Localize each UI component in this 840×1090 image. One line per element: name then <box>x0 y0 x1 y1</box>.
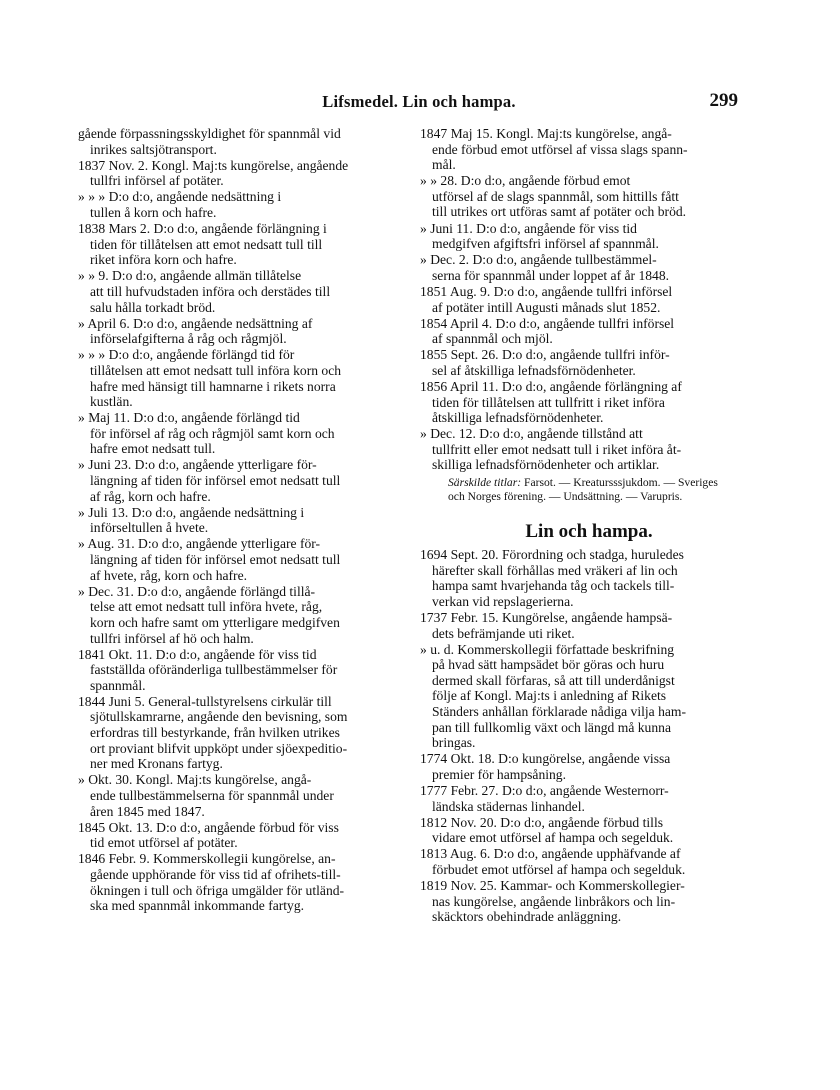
entry-line: 1847 Maj 15. Kongl. Maj:ts kungörelse, angå- <box>420 126 672 141</box>
entry <box>420 547 758 609</box>
entry <box>78 505 394 536</box>
entry-line: 1694 Sept. 20. Förordning och stadga, huruledes <box>420 547 684 563</box>
entry-line: premier för hampsåning. <box>432 766 567 782</box>
entry-line: ländska städernas linhandel. <box>432 798 585 814</box>
entry <box>78 694 394 772</box>
entry-line: serna för spannmål under loppet af år 1848. <box>432 267 670 283</box>
entry-line: riket införa korn och hafre. <box>90 252 237 268</box>
entry-line: tullen å korn och hafre. <box>90 204 217 220</box>
entry <box>420 316 758 347</box>
entry-line: ort proviant blifvit uppköpt under sjöexpeditio- <box>90 740 348 756</box>
entry-line: » Juni 23. D:o d:o, angående ytterligare för- <box>78 457 317 473</box>
entry-line: » » » D:o d:o, angående nedsättning i <box>78 189 282 205</box>
entry-line: 1838 Mars 2. D:o d:o, angående förlängning i <box>78 221 327 237</box>
page-number: 299 <box>709 90 738 111</box>
entry-line: 1844 Juni 5. General-tullstyrelsens cirkulär till <box>78 693 332 709</box>
entry <box>420 252 758 283</box>
entry <box>78 410 394 457</box>
entry-line: hampa samt hvarjehanda tåg och tackels till- <box>432 578 675 594</box>
entry-line: införseltullen å hvete. <box>90 520 209 536</box>
entry-line: salu hålla torkadt bröd. <box>90 299 216 315</box>
entry-line: af råg, korn och hafre. <box>90 488 211 504</box>
entry-line: » Dec. 31. D:o d:o, angående förlängd tillå- <box>78 583 316 599</box>
entry-line: korn och hafre samt om ytterligare medgifven <box>90 614 340 630</box>
entry <box>78 158 394 189</box>
right-column <box>420 126 758 925</box>
entry-line: sel af åtskilliga lefnadsförnödenheter. <box>432 362 636 378</box>
entry-line: utförsel af de slags spannmål, som hittills fått <box>432 188 679 204</box>
entry-line: telse att emot nedsatt tull införa hvete, råg, <box>90 599 323 615</box>
entry-line: » Dec. 12. D:o d:o, angående tillstånd att <box>420 426 643 442</box>
entry-line: 1856 April 11. D:o d:o, angående förlängning af <box>420 379 682 394</box>
entry <box>420 347 758 378</box>
entry-line: införselafgifterna å råg och rågmjöl. <box>90 331 287 347</box>
entry-line: åren 1845 med 1847. <box>90 803 205 819</box>
entry-line: mål. <box>432 157 456 173</box>
entry-line: 1813 Aug. 6. D:o d:o, angående upphäfvande af <box>420 846 681 862</box>
note-line-1: Farsot. — Kreatursssjukdom. — Sveriges <box>524 476 718 490</box>
entry <box>420 379 758 426</box>
entry <box>78 851 394 913</box>
entry-line: hafre emot nedsatt tull. <box>90 441 216 457</box>
entry-line: ökningen i tull och öfriga umgälder för utländ- <box>90 882 345 898</box>
entry <box>420 221 758 252</box>
entry-line: 1846 Febr. 9. Kommerskollegii kungörelse, an- <box>78 851 336 867</box>
entry-line: 1812 Nov. 20. D:o d:o, angående förbud tills <box>420 814 664 830</box>
entry-line: » u. d. Kommerskollegii författade beskrifning <box>420 641 675 657</box>
entry-line: 1837 Nov. 2. Kongl. Maj:ts kungörelse, angående <box>78 157 349 173</box>
entry-line: inrikes saltsjötransport. <box>90 141 217 157</box>
entry-line: sjötullskamrarne, angående den bevisning, som <box>90 709 348 725</box>
entry <box>78 820 394 851</box>
entry-line: ende förbud emot utförsel af vissa slags spann- <box>432 141 688 157</box>
entry-line: erfordras till bestyrkande, från hvilken utrikes <box>90 725 340 741</box>
entry-line: nas kungörelse, angående linbråkors och lin- <box>432 893 676 909</box>
entry-line: » Okt. 30. Kongl. Maj:ts kungörelse, angå- <box>78 772 312 788</box>
entry-line: » April 6. D:o d:o, angående nedsättning af <box>78 315 313 331</box>
entry-line: vidare emot utförsel af hampa och segelduk. <box>432 830 674 846</box>
note-label: Särskilde titlar: <box>448 476 522 490</box>
entry-line: skäcktors obehindrade anläggning. <box>432 909 622 925</box>
entry-line: » » 28. D:o d:o, angående förbud emot <box>420 173 631 189</box>
entry-line: gående förpassningsskyldighet för spannmål vid <box>78 126 341 141</box>
entry-line: verkan vid repslagerierna. <box>432 593 574 609</box>
entry <box>78 126 394 157</box>
entry <box>78 647 394 694</box>
entry-line: 1854 April 4. D:o d:o, angående tullfri införsel <box>420 315 675 331</box>
entry-line: » Aug. 31. D:o d:o, angående ytterligare för- <box>78 536 321 552</box>
entry-line: på hvad sätt hampsädet bör göras och huru <box>432 657 665 673</box>
entry <box>78 772 394 819</box>
entry-line: gående upphörande för viss tid af ofrihets-till- <box>90 866 341 882</box>
entry <box>78 536 394 583</box>
entry-line: dets befrämjande uti riket. <box>432 625 575 641</box>
right-column-entries-2 <box>420 547 758 925</box>
entry-line: längning af tiden för införsel emot nedsatt tull <box>90 552 341 568</box>
entry-line: af spannmål och mjöl. <box>432 331 553 347</box>
entry <box>78 347 394 409</box>
entry <box>420 642 758 751</box>
left-column <box>78 126 394 914</box>
entry-line: tiden för tillåtelsen att emot nedsatt tull till <box>90 236 323 252</box>
entry-line: ner med Kronans fartyg. <box>90 756 223 772</box>
entry-line: fastställda oföränderliga tullbestämmelser för <box>90 662 338 678</box>
running-title: Lifsmedel. Lin och hampa. <box>322 92 516 111</box>
entry-line: tiden för tillåtelsen att tullfritt i riket införa <box>432 394 665 410</box>
entry <box>420 126 758 173</box>
cross-reference-note <box>420 476 758 504</box>
entry <box>420 751 758 782</box>
entry-line: tullfri införsel af hö och halm. <box>90 630 254 646</box>
entry <box>78 268 394 315</box>
entry-line: af potäter intill Augusti månads slut 1852. <box>432 299 661 315</box>
page-header <box>76 92 762 118</box>
entry-line: 1855 Sept. 26. D:o d:o, angående tullfri inför- <box>420 347 670 363</box>
entry-line: tullfritt eller emot nedsatt tull i riket införa åt- <box>432 441 682 457</box>
entry-line: åtskilliga lefnadsförnödenheter. <box>432 410 604 426</box>
entry-line: följe af Kongl. Maj:ts i anledning af Rikets <box>432 688 667 704</box>
entry <box>420 783 758 814</box>
entry-line: bringas. <box>432 735 476 751</box>
entry-line: af hvete, råg, korn och hafre. <box>90 567 248 583</box>
entry-line: 1737 Febr. 15. Kungörelse, angående hampsä- <box>420 609 673 625</box>
entry-line: 1777 Febr. 27. D:o d:o, angående Westernorr- <box>420 782 669 798</box>
entry <box>78 457 394 504</box>
entry <box>78 221 394 268</box>
entry <box>420 284 758 315</box>
entry-line: för införsel af råg och rågmjöl samt korn och <box>90 425 335 441</box>
entry-line: ende tullbestämmelserna för spannmål under <box>90 787 334 803</box>
entry-line: Ständers anhållan förklarade nådiga vilja ham- <box>432 704 687 719</box>
entry <box>420 610 758 641</box>
note-line-2: och Norges förening. — Undsättning. — Varupris. <box>448 490 683 504</box>
entry-line: » » » D:o d:o, angående förlängd tid för <box>78 347 295 363</box>
entry-line: 1851 Aug. 9. D:o d:o, angående tullfri införsel <box>420 283 673 299</box>
entry <box>78 316 394 347</box>
entry-line: kustlän. <box>90 394 133 410</box>
entry-line: » Maj 11. D:o d:o, angående förlängd tid <box>78 410 300 426</box>
entry-line: pan till fullkomlig växt och längd må kunna <box>432 719 671 735</box>
entry-line: hafre med hänsigt till hamnarne i rikets norra <box>90 378 336 394</box>
entry-line: » Juli 13. D:o d:o, angående nedsättning i <box>78 504 305 520</box>
entry-line: 1819 Nov. 25. Kammar- och Kommerskollegier- <box>420 878 685 894</box>
entry-line: till utrikes ort utföras samt af potäter och bröd. <box>432 204 687 220</box>
entry <box>420 815 758 846</box>
entry <box>78 584 394 646</box>
entry <box>420 846 758 877</box>
entry-line: tullfri införsel af potäter. <box>90 173 224 189</box>
entry-line: 1841 Okt. 11. D:o d:o, angående för viss tid <box>78 646 317 662</box>
entry-line: att till hufvudstaden införa och derstädes till <box>90 283 331 299</box>
entry-line: » Juni 11. D:o d:o, angående för viss tid <box>420 220 637 236</box>
entry-line: förbudet emot utförsel af hampa och segelduk. <box>432 861 686 877</box>
right-column-entries <box>420 126 758 473</box>
entry <box>420 173 758 220</box>
entry <box>78 189 394 220</box>
entry-line: medgifven afgiftsfri införsel af spannmål. <box>432 236 659 252</box>
entry-line: dermed skall förfaras, så att till underdånigst <box>432 672 675 688</box>
entry-line: » Dec. 2. D:o d:o, angående tullbestämmel- <box>420 252 657 268</box>
section-heading: Lin och hampa. <box>525 521 653 543</box>
entry-line: tillåtelsen att emot nedsatt tull införa korn och <box>90 362 342 378</box>
entry <box>420 426 758 473</box>
entry <box>420 878 758 925</box>
entry-line: skilliga lefnadsförnödenheter och artiklar. <box>432 457 660 473</box>
entry-line: spannmål. <box>90 677 146 693</box>
entry-line: » » 9. D:o d:o, angående allmän tillåtelse <box>78 268 302 284</box>
entry-line: längning af tiden för införsel emot nedsatt tull <box>90 473 341 489</box>
entry-line: härefter skall förhållas med vräkeri af lin och <box>432 562 678 578</box>
entry-line: tid emot utförsel af potäter. <box>90 835 238 851</box>
entry-line: 1774 Okt. 18. D:o kungörelse, angående vissa <box>420 751 671 767</box>
entry-line: ska med spannmål inkommande fartyg. <box>90 898 305 914</box>
entry-line: 1845 Okt. 13. D:o d:o, angående förbud för viss <box>78 819 339 835</box>
